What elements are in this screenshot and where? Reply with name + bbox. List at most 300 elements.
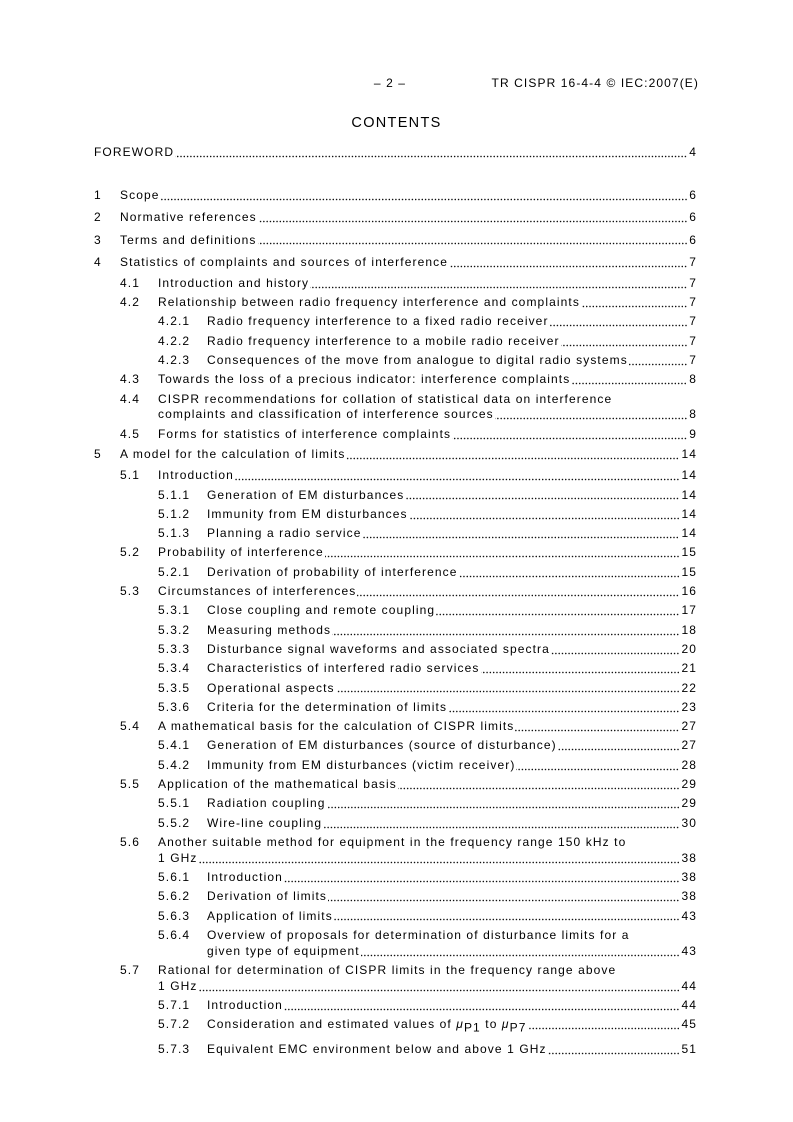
toc-entry-number: 5.4.2 [158,757,191,772]
toc-entry-title-line [207,700,697,716]
toc-page-number: 44 [681,998,697,1013]
toc-entry[interactable] [94,314,697,333]
toc-entry-number: 5.6.4 [158,927,191,942]
toc-entry[interactable] [94,507,697,526]
toc-entry[interactable] [94,353,697,372]
toc-entry-title-line [158,372,697,388]
toc-entry[interactable] [94,738,697,757]
toc-page-number: 21 [681,661,697,676]
toc-entry-number: 5.1 [120,468,140,483]
toc-entry[interactable] [94,187,697,209]
toc-dot-leader [199,979,680,995]
toc-entry-title-text: CISPR recommendations for collation of statistical data on interference [158,391,613,406]
page-number-header: – 2 – [373,76,407,90]
toc-entry-number: 5.5.1 [158,796,191,811]
toc-page-number: 7 [689,314,697,329]
toc-entry-number: 4.1 [120,275,140,290]
toc-entry[interactable] [94,545,697,564]
toc-entry-title-text: Wire-line coupling [207,815,323,830]
toc-dot-leader [629,353,687,369]
toc-entry-title [158,835,697,867]
toc-entry-title [207,642,697,658]
toc-entry-title [207,603,697,619]
toc-entry-title [207,816,697,832]
toc-dot-leader [581,295,687,311]
toc-entry-title [158,427,697,443]
toc-entry-title [207,526,697,542]
mu-subscript: P7 [509,1020,527,1035]
toc-entry[interactable] [94,565,697,584]
toc-entry-title-text: A mathematical basis for the calculation of CISPR limits [158,719,515,734]
toc-entry-title-line [158,851,697,867]
toc-page-number: 43 [681,943,697,958]
toc-entry-title-text: Forms for statistics of interference complaints [158,426,452,441]
toc-entry[interactable] [94,334,697,353]
toc-entry-title-line [207,928,697,944]
toc-entry-title-text: Circumstances of interferences [158,584,357,599]
toc-dot-leader [175,145,687,161]
toc-entry-title-line [158,584,697,600]
toc-page-number: 29 [681,796,697,811]
toc-entry[interactable] [94,835,697,870]
toc-entry-number: 4.4 [120,391,140,406]
toc-entry[interactable] [94,816,697,835]
toc-entry-number: 3 [94,232,102,247]
toc-page-number: 23 [681,699,697,714]
contents-heading: CONTENTS [351,115,442,131]
toc-page-number: 14 [681,447,697,462]
toc-entry-title-line [207,526,697,542]
toc-entry-title-line [207,738,697,754]
toc-page-number: 38 [681,870,697,884]
toc-entry-title-text: 1 GHz [158,850,198,865]
toc-entry-number: 5.6 [120,834,140,849]
toc-dot-leader [258,233,688,249]
toc-entry-title-text: Application of the mathematical basis [158,777,397,792]
toc-entry-title-line [158,468,697,484]
toc-dot-leader [405,488,679,504]
toc-entry[interactable] [94,642,697,661]
toc-entry-number: 5.3.1 [158,603,191,618]
toc-entry-title-text: A model for the calculation of limits [120,447,346,462]
toc-dot-leader [334,909,680,925]
toc-entry-title [120,188,697,204]
toc-entry-title [158,584,697,600]
toc-dot-leader [325,545,680,561]
toc-entry-title-text: Close coupling and remote coupling [207,603,436,618]
toc-entry-title-line [207,1017,697,1033]
toc-entry-title-line [158,777,697,793]
toc-entry-title-line [207,998,697,1014]
toc-dot-leader [362,526,679,542]
toc-entry-title-line [120,447,697,463]
toc-entry-title-line [207,603,697,619]
toc-entry-title-line [207,944,697,960]
toc-entry[interactable] [94,963,697,998]
toc-entry[interactable] [94,661,697,680]
toc-entry-title-line [120,233,697,249]
toc-dot-leader [558,738,680,754]
toc-entry-title-text: Criteria for the determination of limits [207,699,448,714]
toc-entry-number: 4.2.1 [158,314,191,329]
toc-entry-number: 2 [94,210,102,225]
toc-entry-title-text: Disturbance signal waveforms and associated spectra [207,641,550,656]
toc-entry-title-line [207,488,697,504]
toc-page-number: 4 [689,145,697,159]
toc-entry-title [207,353,697,369]
toc-entry-title-text: Rational for determination of CISPR limits in the frequency range above [158,962,617,977]
toc-page-number: 17 [681,603,697,618]
toc-entry-title-line [158,392,697,408]
toc-entry-title-text: Consideration and estimated values of $\mu_{P1}$ to $\mu_{P7}$ [207,1017,527,1035]
toc-entry-title-text: Operational aspects [207,680,335,695]
toc-entry-number: 5.3 [120,584,140,599]
toc-entry[interactable] [94,623,697,642]
toc-entry-title-text: Characteristics of interfered radio services [207,661,480,676]
toc-entry-title [207,334,697,350]
toc-entry-title [207,700,697,716]
toc-entry[interactable] [94,254,697,276]
toc-entry-title-line [207,870,697,886]
toc-page-number: 9 [689,426,697,441]
toc-entry[interactable] [94,870,697,889]
toc-entry-title-line [158,276,697,292]
toc-entry-title [158,276,697,292]
toc-page-number: 45 [681,1017,697,1032]
toc-entry-number: 5.6.1 [158,870,191,884]
toc-entry-title-text: Overview of proposals for determination of disturbance limits for a [207,927,630,942]
toc-dot-leader [336,681,680,697]
toc-entry-title-text: Normative references [120,210,257,225]
toc-entry[interactable] [94,777,697,796]
toc-entry-title-text: Scope [120,187,160,202]
toc-entry[interactable] [94,372,697,391]
toc-entry-title [207,623,697,639]
toc-entry-number: 5.2 [120,545,140,560]
toc-entry-title-text: Measuring methods [207,622,332,637]
toc-entry-title [120,255,697,271]
toc-page-number: 38 [681,889,697,904]
toc-entry-title [158,372,697,388]
toc-entry-title [207,796,697,812]
toc-entry-number: 5.5.2 [158,815,191,830]
toc-page-number: 51 [681,1041,697,1056]
mu-symbol: μ [501,1017,510,1032]
toc-entry-number: 4.2.2 [158,333,191,348]
toc-entry-title [207,870,697,886]
toc-entry-title [207,507,697,523]
toc-entry-title [207,928,697,960]
toc-entry[interactable] [94,488,697,507]
toc-entry-title-line [207,334,697,350]
toc-entry-title [207,738,697,754]
toc-page-number: 43 [681,908,697,923]
toc-entry[interactable] [94,889,697,908]
toc-entry-title-line [207,353,697,369]
toc-entry-title [207,314,697,330]
toc-entry-title [207,488,697,504]
toc-entry-title-line [207,661,697,677]
toc-entry-number: 5.1.3 [158,526,191,541]
toc-entry-title-text: Radiation coupling [207,796,326,811]
toc-page-number: 16 [681,584,697,599]
toc-page-number: 14 [681,526,697,541]
toc-entry[interactable] [94,468,697,487]
toc-dot-leader [548,1042,680,1058]
toc-dot-leader [459,565,680,581]
toc-entry-number: 4.5 [120,426,140,441]
toc-page-number: 15 [681,545,697,560]
toc-page-number: 14 [681,468,697,483]
toc-entry-title-line [94,145,697,161]
toc-entry-title-line [207,1042,697,1058]
toc-dot-leader [346,447,679,463]
toc-entry-title-line [207,816,697,832]
toc-entry-title-line [207,314,697,330]
toc-entry-title-text: Introduction [207,998,283,1013]
toc-page-number: 6 [689,187,697,202]
toc-dot-leader [452,427,687,443]
toc-entry-title [158,545,697,561]
toc-entry-number: 4.2 [120,295,140,310]
toc-dot-leader [449,255,687,271]
toc-entry-title-text: Immunity from EM disturbances [207,506,408,521]
toc-entry-title-text: Statistics of complaints and sources of interference [120,254,448,269]
toc-entry-title-text: Generation of EM disturbances [207,487,405,502]
toc-dot-leader [284,998,680,1014]
toc-entry-number: 5.3.6 [158,699,191,714]
toc-entry-title-line [207,889,697,905]
toc-page-number: 27 [681,719,697,734]
toc-page-number: 20 [681,641,697,656]
toc-dot-leader [409,507,680,523]
toc-entry-title [158,392,697,424]
toc-entry[interactable] [94,700,697,719]
toc-entry-title-line [158,979,697,995]
toc-dot-leader [327,796,680,812]
toc-entry-title-line [207,909,697,925]
toc-entry-title-text: given type of equipment [207,943,360,958]
toc-entry[interactable] [94,427,697,446]
toc-dot-leader [481,661,680,677]
toc-entry-number: 5.6.2 [158,889,191,904]
toc-entry-title-text: Another suitable method for equipment in the frequency range 150 kHz to [158,834,627,849]
toc-entry[interactable] [94,209,697,231]
toc-dot-leader [561,334,688,350]
toc-entry-title [207,565,697,581]
toc-dot-leader [550,314,688,330]
toc-dot-leader [357,584,679,600]
toc-entry-title [207,661,697,677]
toc-entry-number: 4 [94,254,102,269]
toc-dot-leader [284,870,680,886]
toc-entry-title-text: Generation of EM disturbances (source of disturbance) [207,738,557,753]
toc-entry-title-line [120,188,697,204]
toc-entry-number: 5.7.3 [158,1041,191,1056]
toc-dot-leader [258,210,688,226]
toc-entry-title-line [158,963,697,979]
toc-dot-leader [448,700,679,716]
toc-entry-title-line [207,507,697,523]
toc-entry-title-text: FOREWORD [94,145,175,159]
toc-entry-title [158,468,697,484]
toc-entry-title-text: Introduction [158,468,234,483]
toc-dot-leader [332,623,679,639]
toc-entry-number: 5.1.1 [158,487,191,502]
toc-dot-leader [528,1017,680,1033]
toc-entry[interactable] [94,603,697,622]
toc-entry-title-text: Radio frequency interference to a mobile radio receiver [207,333,560,348]
toc-dot-leader [199,851,680,867]
toc-dot-leader [495,407,687,423]
toc-dot-leader [161,188,688,204]
toc-page-number: 6 [689,232,697,247]
toc-page-number: 7 [689,275,697,290]
toc-entry[interactable] [94,526,697,545]
toc-entry-number: 5.3.4 [158,661,191,676]
toc-entry-number: 5.6.3 [158,908,191,923]
toc-entry-title-line [158,545,697,561]
toc-entry-number: 5.3.5 [158,680,191,695]
toc-entry-title-line [207,642,697,658]
toc-entry-number: 5.5 [120,777,140,792]
toc-page-number: 7 [689,333,697,348]
toc-entry-title-line [158,835,697,851]
toc-entry-title-text: Probability of interference [158,545,324,560]
toc-page-number: 7 [689,353,697,367]
toc-entry-title [207,998,697,1014]
toc-dot-leader [235,468,680,484]
toc-entry[interactable] [94,446,697,468]
toc-entry-title-line [158,719,697,735]
toc-page-number: 18 [681,622,697,637]
toc-entry[interactable] [94,231,697,253]
toc-entry[interactable] [94,928,697,963]
toc-entry[interactable] [94,719,697,738]
toc-entry[interactable] [94,1017,697,1041]
toc-entry-title-line [207,796,697,812]
toc-entry-title-line [158,427,697,443]
toc-entry-title-text: Towards the loss of a precious indicator: interference complaints [158,372,571,387]
toc-entry-title [120,210,697,226]
toc-page-number: 7 [689,254,697,269]
toc-entry-title [158,963,697,995]
toc-page-number: 44 [681,978,697,993]
toc-entry-title-line [207,681,697,697]
document-id-header: TR CISPR 16-4-4 © IEC:2007(E) [491,76,699,90]
toc-entry-title [158,719,697,735]
toc-entry-title-text: 1 GHz [158,978,198,993]
toc-page-number: 15 [681,564,697,579]
toc-entry-title-line [207,623,697,639]
toc-entry-title-text: Equivalent EMC environment below and above 1 GHz [207,1041,547,1056]
toc-entry[interactable] [94,796,697,815]
toc-entry[interactable] [94,392,697,427]
toc-dot-leader [436,603,679,619]
toc-entry-title [207,909,697,925]
toc-entry-number: 5.2.1 [158,564,191,579]
toc-entry-number: 5.4 [120,719,140,734]
toc-entry[interactable] [94,295,697,314]
toc-entry-number: 5.7 [120,962,140,977]
toc-entry-title [94,145,697,161]
toc-entry-title-line [120,255,697,271]
toc-page-number: 22 [681,680,697,695]
toc-entry[interactable] [94,145,697,187]
toc-entry-number: 4.3 [120,372,140,387]
toc-entry-title-text: Introduction [207,870,283,884]
toc-entry-title-line [158,407,697,423]
toc-entry-title-text: Relationship between radio frequency interference and complaints [158,295,580,310]
toc-dot-leader [398,777,680,793]
toc-entry-number: 5.3.2 [158,622,191,637]
toc-page-number: 27 [681,738,697,753]
toc-entry-title [207,1042,697,1058]
toc-entry-title-text: Introduction and history [158,275,310,290]
toc-entry[interactable] [94,681,697,700]
toc-entry-title [207,889,697,905]
toc-dot-leader [571,372,687,388]
toc-entry-title-text: Immunity from EM disturbances (victim receiver) [207,757,516,772]
toc-dot-leader [323,816,679,832]
toc-dot-leader [361,944,680,960]
toc-page-number: 29 [681,777,697,792]
toc-entry[interactable] [94,276,697,295]
toc-entry-title [207,1017,697,1033]
toc-page-number: 30 [681,815,697,830]
toc-entry[interactable] [94,584,697,603]
toc-entry-number: 4.2.3 [158,353,191,367]
toc-entry-number: 5.7.1 [158,998,191,1013]
toc-entry[interactable] [94,1042,697,1061]
toc-entry[interactable] [94,758,697,777]
toc-entry-number: 5 [94,447,102,462]
toc-page-number: 7 [689,295,697,310]
toc-entry-title-text: Derivation of limits [207,889,328,904]
toc-page-number: 8 [689,372,697,387]
toc-entry-title [120,233,697,249]
toc-page-number: 38 [681,850,697,865]
toc-dot-leader [328,889,679,905]
toc-entry-number: 5.3.3 [158,641,191,656]
toc-dot-leader [310,276,687,292]
toc-entry-title [158,777,697,793]
toc-entry-title-text: Consequences of the move from analogue to digital radio systems [207,353,628,367]
toc-entry-number: 5.7.2 [158,1017,191,1032]
toc-entry[interactable] [94,998,697,1017]
toc-entry-title-text: complaints and classification of interference sources [158,407,494,422]
toc-entry-title [207,681,697,697]
toc-page-number: 14 [681,506,697,521]
toc-entry-title-text: Radio frequency interference to a fixed radio receiver [207,314,549,329]
toc-dot-leader [551,642,680,658]
toc-page-number: 14 [681,487,697,502]
toc-entry-title [158,295,697,311]
toc-entry-title-text: Derivation of probability of interference [207,564,458,579]
toc-entry-title-line [120,210,697,226]
toc-entry[interactable] [94,909,697,928]
toc-entry-title-text: Application of limits [207,908,333,923]
toc-entry-title-line [158,295,697,311]
toc-entry-number: 1 [94,187,102,202]
mu-subscript: P1 [463,1020,481,1035]
mu-symbol: μ [456,1017,464,1032]
toc-page-number: 28 [681,757,697,772]
toc-page-number: 8 [689,407,697,422]
toc-entry-title-line [207,758,697,774]
toc-list [94,145,697,1061]
toc-entry-number: 5.4.1 [158,738,191,753]
